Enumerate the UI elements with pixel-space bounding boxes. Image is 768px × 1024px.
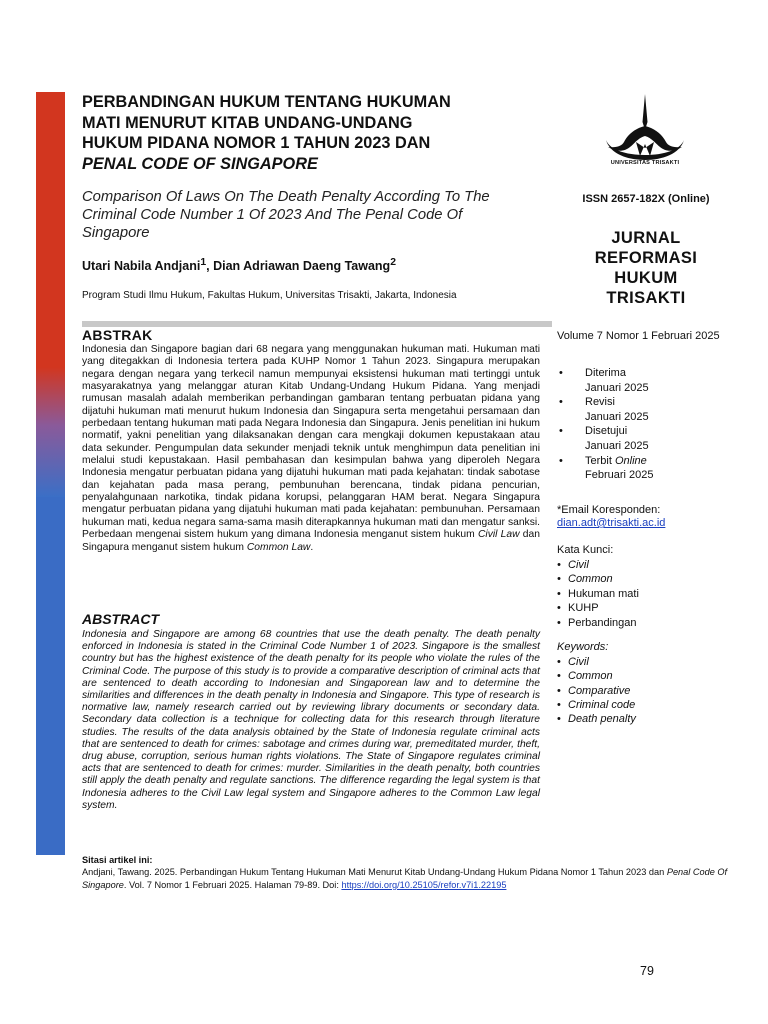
side-bar-gradient-segment xyxy=(36,367,65,497)
bullet-icon: • xyxy=(559,454,563,467)
keywords-list xyxy=(557,655,636,726)
issn: ISSN 2657-182X (Online) xyxy=(582,193,710,205)
side-bar-blue-segment xyxy=(36,497,65,855)
keywords-heading: Keywords: xyxy=(557,641,609,653)
journal-name-line-2: REFORMASI xyxy=(594,249,698,267)
page-number: 79 xyxy=(640,964,654,978)
citation-text xyxy=(82,866,742,892)
article-title xyxy=(82,92,522,174)
title-line-1: PERBANDINGAN HUKUM TENTANG HUKUMAN xyxy=(82,93,451,111)
list-item: • Perbandingan xyxy=(557,616,639,630)
list-item: • Civil xyxy=(557,558,639,572)
logo-caption: UNIVERSITAS TRISAKTI xyxy=(610,160,680,166)
list-item: • Comparative xyxy=(557,684,636,698)
journal-name-line-3: HUKUM xyxy=(614,269,678,287)
doi-link[interactable]: https://doi.org/10.25105/refor.v7i1.22195 xyxy=(341,880,507,890)
author-1: Utari Nabila Andjani xyxy=(82,259,201,274)
list-item: • Hukuman mati xyxy=(557,587,639,601)
journal-name-line-4: TRISAKTI xyxy=(606,289,686,307)
citation-heading: Sitasi artikel ini: xyxy=(82,855,153,865)
date-label: Diterima xyxy=(585,367,626,379)
date-approved xyxy=(557,424,727,453)
abstrak-civil-law: Civil Law xyxy=(477,529,520,541)
date-value: Februari 2025 xyxy=(585,469,654,482)
author-2: Dian Adriawan Daeng Tawang xyxy=(213,259,391,274)
bullet-icon: • xyxy=(559,396,563,409)
journal-name-line-1: JURNAL xyxy=(611,229,681,247)
list-item: • Death penalty xyxy=(557,712,636,726)
date-value: Januari 2025 xyxy=(585,381,649,394)
title-line-3: HUKUM PIDANA NOMOR 1 TAHUN 2023 DAN xyxy=(82,134,431,152)
abstract-heading: ABSTRACT xyxy=(82,611,159,627)
date-value: Januari 2025 xyxy=(585,439,649,452)
kata-kunci-list xyxy=(557,558,639,630)
date-label-text: Terbit xyxy=(585,454,612,467)
abstrak-text-part-2: dan Singapura menganut sistem hukum xyxy=(82,529,540,553)
date-published xyxy=(557,454,727,483)
bullet-icon: • xyxy=(559,425,563,438)
author-2-affiliation-mark: 2 xyxy=(390,257,396,268)
affiliation: Program Studi Ilmu Hukum, Fakultas Hukum, Universitas Trisakti, Jakarta, Indonesia xyxy=(82,290,457,301)
list-item: • Common xyxy=(557,572,639,586)
author-separator: , xyxy=(206,259,214,274)
side-bar-red-segment xyxy=(36,92,65,367)
english-title: Comparison Of Laws On The Death Penalty According To The Criminal Code Number 1 Of 2023 And The Penal Code Of Singapore xyxy=(82,189,490,242)
date-label xyxy=(585,454,727,469)
volume-info: Volume 7 Nomor 1 Februari 2025 xyxy=(557,330,720,342)
abstrak-common-law: Common Law xyxy=(246,541,311,553)
title-line-2: MATI MENURUT KITAB UNDANG-UNDANG xyxy=(82,113,413,132)
list-item: • Civil xyxy=(557,655,636,669)
kata-kunci-heading: Kata Kunci: xyxy=(557,544,614,556)
citation-text-part-1: Andjani, Tawang. 2025. Perbandingan Hukum Tentang Hukuman Mati Menurut Kitab Undang-Undang Hukum Pidana Nomor 1 Tahun 2023 dan xyxy=(82,867,667,877)
abstract-text: Indonesia and Singapore are among 68 countries that use the death penalty. The death penalty enforced in Indonesia is stated in the Criminal Code Number 1 of 2023. Singapore is the smallest country but has the highest existence of the death penalty for its people who violate the rules of the Criminal Code. The purpose of this study is to provide a comparative description of criminal acts that are sentenced to death according to Indonesian and Singaporean law and to determine the similarities and differences in the death penalty in Indonesia and Singapore. This type of research is normative law, namely research carried out by reviewing library documents or secondary data. Secondary data collection is a technique for collecting data for this research through literature studies. The results of the data analysis obtained by the State of Indonesia regulate criminal acts that are sentenced to death for crimes: sabotage and crimes during war, premeditated murder, theft, drug abuse, corruption, serious human rights violations. The State of Singapore regulates criminal acts that are sentenced to death for crimes: murder. Similarities in the death penalty, both countries still apply the death penalty and regulate sanctions. The difference regarding the legal system is that Indonesia adheres to the Civil Law legal system and Singapore adheres to the Common Law legal system. xyxy=(82,629,540,811)
list-item: • Common xyxy=(557,669,636,683)
decorative-side-bar xyxy=(36,92,65,855)
bullet-icon: • xyxy=(559,367,563,379)
date-label-italic: Online xyxy=(614,454,647,467)
title-line-4: PENAL CODE OF SINGAPORE xyxy=(82,154,318,173)
journal-name xyxy=(566,228,726,308)
citation-italic-part: Penal Code Of Singapore xyxy=(82,867,728,890)
date-received xyxy=(557,366,727,395)
date-label: Revisi xyxy=(585,396,615,409)
abstrak-text-end: . xyxy=(310,541,314,553)
date-label: Disetujui xyxy=(585,425,628,438)
author-1-affiliation-mark: 1 xyxy=(200,257,207,268)
abstrak-heading: ABSTRAK xyxy=(82,327,153,343)
article-dates xyxy=(557,366,727,483)
abstrak-text-part-1: Indonesia dan Singapore bagian dari 68 negara yang menggunakan hukuman mati. Hukuman mati yang ditegakkan di Indonesia tertera pada KUHP Nomor 1 Tahun 2023. Singapura merupakan negara dengan negara yang terkecil namun mempunyai eksistensi hukuman mati tertinggi untuk masyarakatnya yang melanggar aturan Kitab Undang-Undang Hukum Pidana. Yang menjadi rumusan masalah adalah memberikan perbandingan gambaran tentang perbuatan pidana yang dijatuhi hukuman mati menurut hukum Indonesia dan Singapura serta mengetahui persamaan dan perbedaan tentang hukuman mati pada Negara Indonesia dan Singapura. Jenis penelitian ini hukum normatif, yakni penelitian yang dilaksanakan dengan cara mengkaji dokumen kepustakaan atau data sekunder. Pengumpulan data sekunder menjadi teknik untuk menghimpun data penelitian ini melalui studi kepustakaan. Hasil pembahasan dan kesimpulan bahwa yang diperoleh Negara Indonesia mengatur perbuatan pidana yang dijatuhi hukuman mati pada kejahatan: tindak sabotase dan kejahatan pada masa perang, pembunuhan berencana, tindak pidana pencurian, penyalahgunaan narkotika, tindak pidana korupsi, pelanggaran HAM berat. Negara Singapura mengatur perbuatan pidana yang dijatuhi hukuman mati pada kejahatan: pembunuhan. Persamaan hukuman mati, kedua negara sama-sama masih diterapkannya hukuman mati dan mengatur sanksi. Perbedaan mengenai sistem hukum yang dimana Indonesia menganut sistem hukum xyxy=(82,344,540,541)
author-list xyxy=(82,257,396,273)
citation-text-part-2: . Vol. 7 Nomor 1 Februari 2025. Halaman 79-89. Doi: xyxy=(123,880,342,890)
date-value: Januari 2025 xyxy=(585,410,649,423)
list-item: • KUHP xyxy=(557,601,639,615)
correspondence-email-link[interactable]: dian.adt@trisakti.ac.id xyxy=(557,517,666,529)
email-label: *Email Koresponden: xyxy=(557,504,661,516)
list-item: • Criminal code xyxy=(557,698,636,712)
date-revised xyxy=(557,395,727,424)
abstrak-text xyxy=(82,344,540,554)
